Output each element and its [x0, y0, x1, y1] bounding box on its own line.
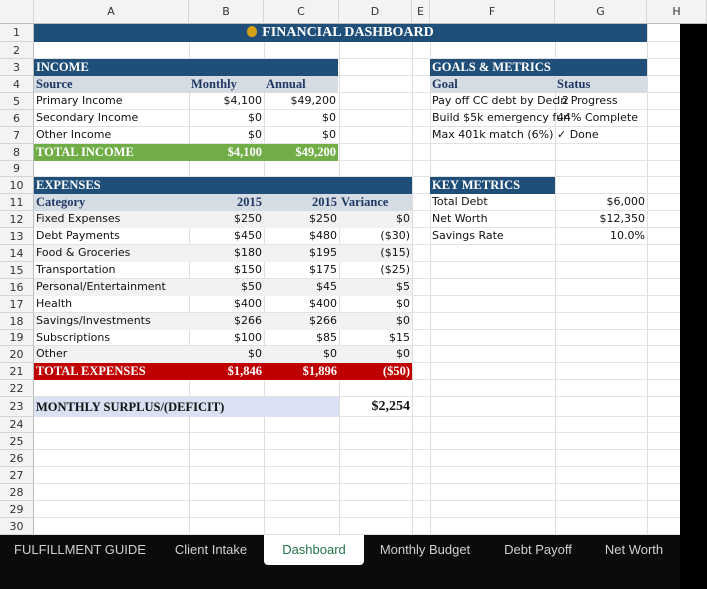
row-header[interactable]: 18: [0, 313, 34, 330]
row-header[interactable]: 14: [0, 245, 34, 262]
money-bag-icon: [247, 26, 257, 37]
expenses-col-variance: Variance: [339, 194, 412, 211]
metric-label-cell[interactable]: Net Worth: [432, 212, 488, 225]
metric-label-cell[interactable]: Savings Rate: [432, 229, 504, 242]
expenses-col-c: 2015: [264, 194, 339, 211]
expenses-col-category: Category: [34, 194, 189, 211]
goal-cell[interactable]: Pay off CC debt by Dec 2: [432, 94, 569, 107]
expense-variance-cell[interactable]: $0: [339, 211, 412, 228]
row-header[interactable]: 20: [0, 346, 34, 363]
expense-b-cell[interactable]: $0: [189, 346, 264, 363]
expense-variance-cell[interactable]: ($15): [339, 245, 412, 262]
row-header[interactable]: 7: [0, 127, 34, 144]
expense-variance-cell[interactable]: ($30): [380, 229, 410, 242]
expense-c-cell[interactable]: $400: [309, 297, 337, 310]
tab-net-worth[interactable]: Net Worth: [604, 542, 664, 557]
row-header[interactable]: 27: [0, 467, 34, 484]
expense-category-cell[interactable]: Other: [34, 346, 189, 363]
row-header[interactable]: 15: [0, 262, 34, 279]
goals-col-goal: Goal: [430, 76, 555, 93]
income-col-monthly: Monthly: [189, 76, 264, 93]
income-source-cell[interactable]: Primary Income: [36, 94, 123, 107]
gridline: [34, 449, 680, 450]
expenses-col-b: 2015: [189, 194, 264, 211]
income-col-annual: Annual: [264, 76, 338, 93]
tab-monthly-budget[interactable]: Monthly Budget: [379, 542, 471, 557]
row-header[interactable]: 16: [0, 279, 34, 296]
expense-b-cell[interactable]: $250: [189, 211, 264, 228]
expenses-header: EXPENSES: [34, 177, 412, 194]
expense-c-cell[interactable]: $85: [316, 331, 337, 344]
row-header[interactable]: 5: [0, 93, 34, 110]
total-income-monthly[interactable]: $4,100: [189, 144, 264, 161]
total-expenses-variance[interactable]: ($50): [339, 363, 412, 380]
column-header-e[interactable]: E: [412, 0, 430, 24]
row-header[interactable]: 11: [0, 194, 34, 211]
row-header[interactable]: 9: [0, 161, 34, 177]
expense-b-cell[interactable]: $180: [189, 245, 264, 262]
row-header[interactable]: 2: [0, 42, 34, 59]
row-header[interactable]: 10: [0, 177, 34, 194]
row-header[interactable]: 3: [0, 59, 34, 76]
expense-c-cell[interactable]: $480: [309, 229, 337, 242]
sheet-tab-bar: [0, 535, 680, 589]
row-header[interactable]: 12: [0, 211, 34, 228]
column-header-b[interactable]: B: [189, 0, 264, 24]
total-income-label: TOTAL INCOME: [34, 144, 189, 161]
row-header[interactable]: 19: [0, 330, 34, 346]
expense-category-cell[interactable]: Debt Payments: [36, 229, 120, 242]
column-header-f[interactable]: F: [430, 0, 555, 24]
gridline: [34, 483, 680, 484]
expense-variance-cell[interactable]: $0: [339, 313, 412, 330]
expense-b-cell[interactable]: $100: [234, 331, 262, 344]
metric-value-cell[interactable]: $6,000: [606, 195, 645, 208]
income-annual-cell[interactable]: $49,200: [290, 94, 336, 107]
total-income-annual[interactable]: $49,200: [264, 144, 338, 161]
expense-b-cell[interactable]: $50: [189, 279, 264, 296]
income-monthly-cell[interactable]: $4,100: [223, 94, 262, 107]
row-header[interactable]: 29: [0, 501, 34, 518]
row-header[interactable]: 28: [0, 484, 34, 501]
row-header[interactable]: 13: [0, 228, 34, 245]
tab-dashboard[interactable]: Dashboard: [264, 535, 364, 565]
key-metrics-header: KEY METRICS: [430, 177, 555, 194]
goals-header: GOALS & METRICS: [430, 59, 647, 76]
income-annual-cell[interactable]: $0: [322, 128, 336, 141]
row-header[interactable]: 30: [0, 518, 34, 535]
goal-status-cell[interactable]: In Progress: [557, 94, 618, 107]
gridline: [34, 466, 680, 467]
expense-variance-cell[interactable]: $15: [389, 331, 410, 344]
total-expenses-b[interactable]: $1,846: [189, 363, 264, 380]
expense-category-cell[interactable]: Subscriptions: [36, 331, 111, 344]
column-header-h[interactable]: H: [647, 0, 707, 24]
expense-b-cell[interactable]: $150: [234, 263, 262, 276]
goal-cell[interactable]: Build $5k emergency fun: [432, 111, 571, 124]
goal-cell[interactable]: Max 401k match (6%): [432, 128, 554, 141]
metric-label-cell[interactable]: Total Debt: [432, 195, 488, 208]
monthly-surplus-value[interactable]: $2,254: [371, 399, 410, 414]
expense-category-cell[interactable]: Savings/Investments: [34, 313, 189, 330]
row-header[interactable]: 22: [0, 380, 34, 397]
income-monthly-cell[interactable]: $0: [248, 111, 262, 124]
expense-category-cell[interactable]: Personal/Entertainment: [34, 279, 189, 296]
income-source-cell[interactable]: Other Income: [36, 128, 112, 141]
tab-debt-payoff[interactable]: Debt Payoff: [504, 542, 572, 557]
total-expenses-label: TOTAL EXPENSES: [34, 363, 189, 380]
gridline: [412, 24, 413, 535]
gridline: [34, 500, 680, 501]
gridline: [34, 432, 680, 433]
row-header[interactable]: 21: [0, 363, 34, 380]
total-expenses-c[interactable]: $1,896: [264, 363, 339, 380]
row-header[interactable]: 26: [0, 450, 34, 467]
income-source-cell[interactable]: Secondary Income: [36, 111, 139, 124]
income-monthly-cell[interactable]: $0: [248, 128, 262, 141]
expense-c-cell[interactable]: $266: [264, 313, 339, 330]
gridline: [34, 517, 680, 518]
expense-c-cell[interactable]: $250: [264, 211, 339, 228]
expense-category-cell[interactable]: Food & Groceries: [34, 245, 189, 262]
expense-b-cell[interactable]: $400: [234, 297, 262, 310]
expense-variance-cell[interactable]: $0: [339, 346, 412, 363]
metric-value-cell[interactable]: $12,350: [599, 212, 645, 225]
row-header[interactable]: 23: [0, 397, 34, 417]
income-col-source: Source: [34, 76, 189, 93]
column-header-c[interactable]: C: [264, 0, 339, 24]
dashboard-title-text: FINANCIAL DASHBOARD: [262, 25, 434, 40]
row-header[interactable]: 1: [0, 24, 34, 42]
row-header[interactable]: 6: [0, 110, 34, 127]
expense-c-cell[interactable]: $45: [264, 279, 339, 296]
expense-c-cell[interactable]: $0: [264, 346, 339, 363]
column-header-g[interactable]: G: [555, 0, 647, 24]
monthly-surplus-label: MONTHLY SURPLUS/(DEFICIT): [34, 397, 339, 417]
dashboard-title: [34, 24, 647, 42]
goals-col-status: Status: [555, 76, 647, 93]
expense-variance-cell[interactable]: ($25): [380, 263, 410, 276]
expense-category-cell[interactable]: Health: [36, 297, 73, 310]
tab-client-intake[interactable]: Client Intake: [174, 542, 248, 557]
column-header-a[interactable]: A: [34, 0, 189, 24]
goal-status-cell[interactable]: 44% Complete: [557, 111, 638, 124]
row-header[interactable]: 17: [0, 296, 34, 313]
expense-b-cell[interactable]: $266: [189, 313, 264, 330]
row-header[interactable]: 8: [0, 144, 34, 161]
expense-c-cell[interactable]: $195: [264, 245, 339, 262]
tab-fulfillment-guide[interactable]: FULFILLMENT GUIDE: [14, 542, 146, 557]
income-header: INCOME: [34, 59, 338, 76]
gridline: [647, 24, 648, 535]
row-header[interactable]: 24: [0, 417, 34, 433]
select-all-corner[interactable]: [0, 0, 34, 24]
row-header[interactable]: 4: [0, 76, 34, 93]
expense-b-cell[interactable]: $450: [234, 229, 262, 242]
expense-category-cell[interactable]: Fixed Expenses: [34, 211, 189, 228]
goal-status-cell[interactable]: ✓ Done: [557, 128, 599, 141]
metric-value-cell[interactable]: 10.0%: [610, 229, 645, 242]
income-annual-cell[interactable]: $0: [322, 111, 336, 124]
expense-variance-cell[interactable]: $5: [339, 279, 412, 296]
expense-variance-cell[interactable]: $0: [396, 297, 410, 310]
row-header[interactable]: 25: [0, 433, 34, 450]
column-header-d[interactable]: D: [339, 0, 412, 24]
expense-category-cell[interactable]: Transportation: [36, 263, 116, 276]
expense-c-cell[interactable]: $175: [309, 263, 337, 276]
